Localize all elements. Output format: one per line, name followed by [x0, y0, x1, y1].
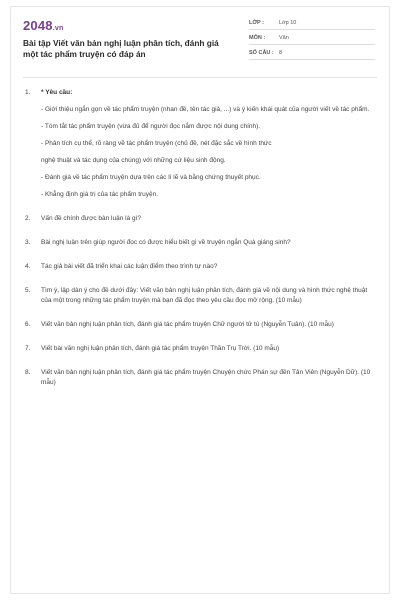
meta-value: Lớp 10: [279, 20, 297, 26]
question-text: Vấn đề chính được bàn luận là gì?: [41, 215, 142, 222]
question-3: [25, 238, 375, 248]
worksheet-page: [10, 6, 390, 594]
meta-value: Văn: [279, 35, 289, 41]
meta-row-subject: [249, 32, 375, 45]
meta-table: [249, 17, 375, 62]
requirement-item: - Giới thiệu ngắn gọn về tác phẩm truyện (nhan đề, tên tác giả, ...) và ý kiến khái quát của người viết về tác phẩm.: [41, 106, 370, 113]
question-text: Tìm ý, lập dàn ý cho đề dưới đây: Viết văn bản nghị luận phân tích, đánh giá về nội dung và hình thức nghệ thuật của một trong những tác phẩm truyện mà bạn đã đọc theo yêu cầu đọc mở rộng. (10 mẫu): [41, 287, 368, 304]
meta-key: SỐ CÂU :: [249, 50, 274, 56]
meta-key: LỚP :: [249, 20, 264, 26]
question-8: [25, 368, 375, 388]
worksheet-header: [11, 7, 389, 73]
question-6: [25, 320, 375, 330]
question-text: Bài nghị luận trên giúp người đọc có được hiểu biết gì về truyện ngắn Quà giáng sinh?: [41, 239, 291, 246]
requirement-label: * Yêu cầu:: [41, 89, 73, 96]
meta-row-count: [249, 47, 375, 60]
question-text: Viết văn bản nghị luận phân tích, đánh giá tác phẩm truyện Chuyện chức Phán sự đền Tản Viên (Nguyễn Dữ). (10 mẫu): [41, 369, 371, 386]
requirement-item: - Tóm tắt tác phẩm truyện (vừa đủ để người đọc nắm được nội dung chính).: [41, 123, 261, 130]
meta-value: 8: [279, 50, 283, 56]
question-number: 8.: [25, 369, 31, 376]
question-text: Tác giả bài viết đã triển khai các luận điểm theo trình tự nào?: [41, 263, 218, 270]
question-number: 4.: [25, 263, 31, 270]
question-body: [41, 88, 375, 200]
question-2: [25, 214, 375, 224]
question-number: 5.: [25, 287, 31, 294]
question-text: Viết bài văn nghị luận phân tích, đánh giá tác phẩm truyện Thần Trụ Trời. (10 mẫu): [41, 345, 280, 352]
question-1: [25, 88, 375, 200]
question-number: 2.: [25, 215, 31, 222]
question-number: 6.: [25, 321, 31, 328]
requirement-item: - Khẳng định giá trị của tác phẩm truyện.: [41, 191, 159, 198]
requirement-item: nghệ thuật và tác dụng của chúng) với những cứ liệu sinh động.: [41, 157, 226, 164]
question-number: 1.: [25, 89, 31, 96]
requirement-item: - Đánh giá về tác phẩm truyện dựa trên các lí lẽ và bằng chứng thuyết phục.: [41, 174, 261, 181]
site-logo[interactable]: 2048.vn: [23, 18, 64, 33]
worksheet-title: Bài tập Viết văn bản nghị luận phân tích, đánh giá một tác phẩm truyện có đáp án: [23, 38, 219, 59]
question-4: [25, 262, 375, 272]
question-list: [11, 78, 389, 388]
question-5: [25, 286, 375, 306]
meta-key: MÔN :: [249, 35, 266, 41]
requirement-item: - Phân tích cụ thể, rõ ràng về tác phẩm truyện (chủ đề, nét đặc sắc về hình thức: [41, 140, 272, 147]
question-number: 7.: [25, 345, 31, 352]
meta-row-grade: [249, 17, 375, 30]
question-text: Viết văn bản nghị luận phân tích, đánh giá tác phẩm truyện Chữ người tử tù (Nguyễn Tuân). (10 mẫu): [41, 321, 334, 328]
question-7: [25, 344, 375, 354]
question-number: 3.: [25, 239, 31, 246]
